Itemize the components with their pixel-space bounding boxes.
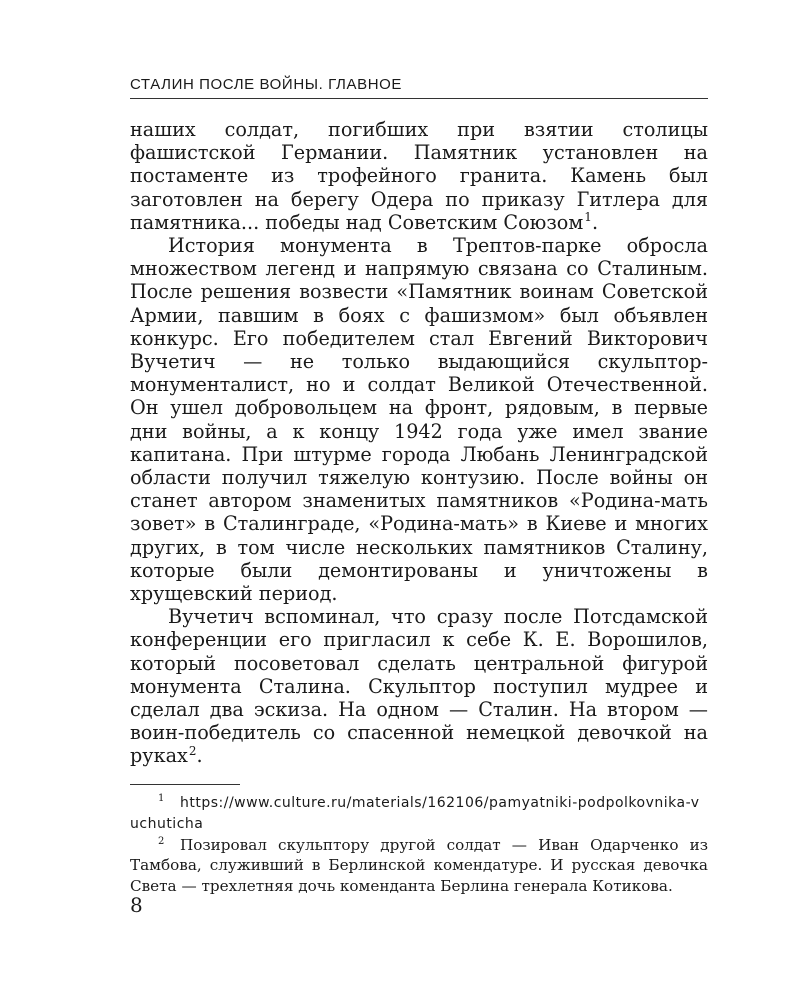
footnote-2: 2 Позировал скульптору другой солдат — Иван Одарченко из Тамбова, служивший в Берлинской комендатуре. И русская девочка Света — трехлетняя дочь коменданта Берлина генерала Котикова. [130, 835, 708, 895]
paragraph-2-text: История монумента в Трептов-парке обросла множеством легенд и напрямую связана со Сталиным. После решения возвести «Памятник воинам Советской Армии, павшим в боях с фашизмом» был объявлен конкурс. Его победителем стал Евгений Викторович Вучетич — не только выдающийся скульптор-монументалист, но и солдат Великой Отечественной. Он ушел добровольцем на фронт, рядовым, в первые дни войны, а к концу 1942 года уже имел звание капитана. При штурме города Любань Ленинградской области получил тяжелую контузию. После войны он станет автором знаменитых памятников «Родина-мать зовет» в Сталинграде, «Родина-мать» в Киеве и многих других, в том числе нескольких памятников Сталину, которые были демонтированы и уничтожены в хрущевский период. [130, 234, 708, 606]
footnote-rule [130, 784, 240, 785]
paragraph-3 [130, 605, 708, 767]
header-rule [130, 98, 708, 99]
running-head: СТАЛИН ПОСЛЕ ВОЙНЫ. ГЛАВНОЕ [130, 76, 402, 93]
footnote-2-text: Позировал скульптору другой солдат — Иван Одарченко из Тамбова, служивший в Берлинской комендатуре. И русская девочка Света — трехлетняя дочь коменданта Берлина генерала Котикова. [130, 835, 708, 895]
footnote-ref-1[interactable]: 1 [584, 210, 592, 225]
paragraph-3-text: Вучетич вспоминал, что сразу после Потсдамской конференции его пригласил к себе К. Е. Ворошилов, который посоветовал сделать центральной фигурой монумента Сталина. Скульптор поступил мудрее и сделал два эскиза. На одном — Сталин. На втором — воин-победитель со спасенной немецкой девочкой на руках [130, 605, 708, 768]
page-number: 8 [130, 893, 143, 917]
paragraph-3-tail: . [196, 744, 203, 768]
footnote-1-link[interactable]: https://www.culture.ru/materials/162106/pamyatniki-podpolkovnika-vuchuticha [130, 795, 700, 833]
paragraph-1 [130, 118, 708, 234]
footnote-1: 1 https://www.culture.ru/materials/162106/pamyatniki-podpolkovnika-vuchuticha [130, 792, 700, 833]
footnote-ref-2[interactable]: 2 [188, 744, 197, 759]
paragraph-1-text: наших солдат, погибших при взятии столицы фашистской Германии. Памятник установлен на постаменте из трофейного гранита. Камень был заготовлен на берегу Одера по приказу Гитлера для памятника... победы над Советским Союзом [130, 118, 708, 234]
body-text [130, 118, 708, 768]
footnotes [130, 792, 708, 896]
paragraph-1-tail: . [591, 210, 599, 234]
paragraph-2 [130, 234, 708, 605]
